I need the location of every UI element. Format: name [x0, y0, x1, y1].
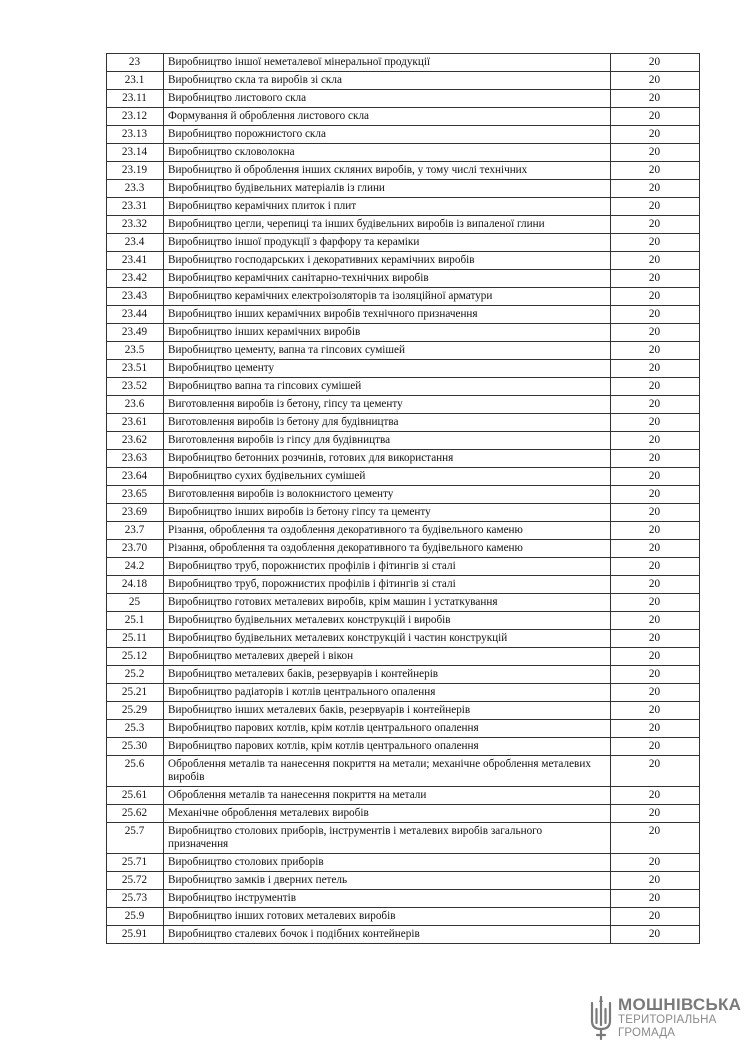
row-code: 23.42	[107, 270, 164, 288]
table-row	[107, 558, 700, 576]
row-rate: 20	[611, 162, 700, 180]
row-name: Виробництво готових металевих виробів, крім машин і устаткування	[164, 594, 611, 612]
table-row	[107, 216, 700, 234]
row-name: Виробництво інших керамічних виробів технічного призначення	[164, 306, 611, 324]
table-row	[107, 252, 700, 270]
table-row	[107, 144, 700, 162]
row-code: 23.64	[107, 468, 164, 486]
row-code: 23.11	[107, 90, 164, 108]
table-row	[107, 306, 700, 324]
row-rate: 20	[611, 612, 700, 630]
row-rate: 20	[611, 504, 700, 522]
row-code: 23.14	[107, 144, 164, 162]
table-row	[107, 324, 700, 342]
table-row	[107, 702, 700, 720]
table-row	[107, 594, 700, 612]
table-row	[107, 234, 700, 252]
row-code: 23.7	[107, 522, 164, 540]
row-rate: 20	[611, 558, 700, 576]
row-rate: 20	[611, 234, 700, 252]
row-code: 25.3	[107, 720, 164, 738]
row-code: 25.9	[107, 908, 164, 926]
row-rate: 20	[611, 684, 700, 702]
row-name: Виробництво іншої продукції з фарфору та кераміки	[164, 234, 611, 252]
table-body	[107, 54, 700, 944]
row-name: Виробництво цегли, черепиці та інших будівельних виробів із випаленої глини	[164, 216, 611, 234]
row-name: Виробництво будівельних металевих конструкцій і частин конструкцій	[164, 630, 611, 648]
row-rate: 20	[611, 72, 700, 90]
row-rate: 20	[611, 486, 700, 504]
row-rate: 20	[611, 414, 700, 432]
row-name: Виробництво керамічних електроізоляторів та ізоляційної арматури	[164, 288, 611, 306]
row-name: Виробництво керамічних плиток і плит	[164, 198, 611, 216]
table-row	[107, 805, 700, 823]
row-code: 23.6	[107, 396, 164, 414]
row-rate: 20	[611, 54, 700, 72]
table-row	[107, 926, 700, 944]
row-rate: 20	[611, 306, 700, 324]
table-row	[107, 414, 700, 432]
row-code: 23.32	[107, 216, 164, 234]
row-name: Різання, оброблення та оздоблення декоративного та будівельного каменю	[164, 522, 611, 540]
row-name: Виробництво труб, порожнистих профілів і фітингів зі сталі	[164, 558, 611, 576]
table-row	[107, 787, 700, 805]
row-rate: 20	[611, 108, 700, 126]
row-name: Виробництво вапна та гіпсових сумішей	[164, 378, 611, 396]
table-row	[107, 684, 700, 702]
table-row	[107, 72, 700, 90]
table-row	[107, 522, 700, 540]
row-rate: 20	[611, 738, 700, 756]
row-code: 25.1	[107, 612, 164, 630]
table-row	[107, 890, 700, 908]
row-code: 24.2	[107, 558, 164, 576]
table-row	[107, 504, 700, 522]
row-code: 25.30	[107, 738, 164, 756]
row-name: Виробництво труб, порожнистих профілів і фітингів зі сталі	[164, 576, 611, 594]
row-code: 25.91	[107, 926, 164, 944]
row-rate: 20	[611, 908, 700, 926]
row-code: 23.5	[107, 342, 164, 360]
row-name: Виробництво цементу, вапна та гіпсових сумішей	[164, 342, 611, 360]
row-name: Виробництво бетонних розчинів, готових для використання	[164, 450, 611, 468]
row-code: 23.1	[107, 72, 164, 90]
row-rate: 20	[611, 756, 700, 787]
row-name: Виробництво столових приборів	[164, 854, 611, 872]
table-row	[107, 342, 700, 360]
row-name: Виробництво парових котлів, крім котлів центрального опалення	[164, 738, 611, 756]
table-row	[107, 198, 700, 216]
table-row	[107, 823, 700, 854]
row-code: 23.3	[107, 180, 164, 198]
row-code: 25.29	[107, 702, 164, 720]
row-name: Виробництво керамічних санітарно-технічних виробів	[164, 270, 611, 288]
row-rate: 20	[611, 324, 700, 342]
table-row	[107, 450, 700, 468]
row-name: Виробництво парових котлів, крім котлів центрального опалення	[164, 720, 611, 738]
row-name: Виробництво будівельних металевих конструкцій і виробів	[164, 612, 611, 630]
table-row	[107, 648, 700, 666]
table-row	[107, 468, 700, 486]
row-rate: 20	[611, 378, 700, 396]
row-code: 23.52	[107, 378, 164, 396]
table-row	[107, 908, 700, 926]
row-rate: 20	[611, 144, 700, 162]
row-name: Виробництво інших керамічних виробів	[164, 324, 611, 342]
row-code: 23.4	[107, 234, 164, 252]
trident-icon	[588, 995, 614, 1041]
row-name: Механічне оброблення металевих виробів	[164, 805, 611, 823]
row-code: 23.19	[107, 162, 164, 180]
table-row	[107, 630, 700, 648]
row-rate: 20	[611, 396, 700, 414]
row-rate: 20	[611, 594, 700, 612]
table-row	[107, 576, 700, 594]
row-rate: 20	[611, 872, 700, 890]
table-row	[107, 486, 700, 504]
table-row	[107, 396, 700, 414]
row-code: 25.62	[107, 805, 164, 823]
table-row	[107, 126, 700, 144]
row-name: Виробництво скла та виробів зі скла	[164, 72, 611, 90]
row-rate: 20	[611, 576, 700, 594]
row-rate: 20	[611, 890, 700, 908]
row-name: Виробництво замків і дверних петель	[164, 872, 611, 890]
row-code: 23.43	[107, 288, 164, 306]
row-code: 25	[107, 594, 164, 612]
row-rate: 20	[611, 450, 700, 468]
logo-subtitle-1: ТЕРИТОРІАЛЬНА	[618, 1014, 717, 1026]
table-row	[107, 738, 700, 756]
row-name: Виробництво порожнистого скла	[164, 126, 611, 144]
row-rate: 20	[611, 252, 700, 270]
table-row	[107, 270, 700, 288]
row-name: Виробництво інструментів	[164, 890, 611, 908]
row-name: Виробництво листового скла	[164, 90, 611, 108]
row-code: 23.51	[107, 360, 164, 378]
logo-subtitle-2: ГРОМАДА	[618, 1027, 676, 1039]
table-row	[107, 432, 700, 450]
row-rate: 20	[611, 360, 700, 378]
logo-title: МОШНІВСЬКА	[618, 995, 742, 1014]
row-rate: 20	[611, 630, 700, 648]
row-name: Виробництво радіаторів і котлів центрального опалення	[164, 684, 611, 702]
row-name: Оброблення металів та нанесення покриття на метали	[164, 787, 611, 805]
row-code: 24.18	[107, 576, 164, 594]
row-code: 25.11	[107, 630, 164, 648]
table-row	[107, 854, 700, 872]
row-code: 23.13	[107, 126, 164, 144]
row-name: Виробництво іншої неметалевої мінеральної продукції	[164, 54, 611, 72]
row-rate: 20	[611, 666, 700, 684]
row-name: Різання, оброблення та оздоблення декоративного та будівельного каменю	[164, 540, 611, 558]
row-rate: 20	[611, 468, 700, 486]
row-rate: 20	[611, 787, 700, 805]
row-code: 23.61	[107, 414, 164, 432]
row-name: Виготовлення виробів із бетону, гіпсу та цементу	[164, 396, 611, 414]
row-name: Виробництво металевих дверей і вікон	[164, 648, 611, 666]
row-rate: 20	[611, 648, 700, 666]
row-rate: 20	[611, 270, 700, 288]
table-row	[107, 288, 700, 306]
row-name: Виробництво сталевих бочок і подібних контейнерів	[164, 926, 611, 944]
row-code: 25.2	[107, 666, 164, 684]
row-rate: 20	[611, 540, 700, 558]
row-rate: 20	[611, 823, 700, 854]
row-code: 25.21	[107, 684, 164, 702]
row-name: Виготовлення виробів із гіпсу для будівництва	[164, 432, 611, 450]
row-code: 25.72	[107, 872, 164, 890]
row-code: 23.69	[107, 504, 164, 522]
row-rate: 20	[611, 90, 700, 108]
row-rate: 20	[611, 432, 700, 450]
row-name: Виробництво столових приборів, інструментів і металевих виробів загального призначення	[164, 823, 611, 854]
row-name: Виробництво будівельних матеріалів із глини	[164, 180, 611, 198]
row-name: Виробництво металевих баків, резервуарів і контейнерів	[164, 666, 611, 684]
row-rate: 20	[611, 522, 700, 540]
row-rate: 20	[611, 216, 700, 234]
row-code: 23.65	[107, 486, 164, 504]
row-code: 23.31	[107, 198, 164, 216]
row-code: 23.12	[107, 108, 164, 126]
row-name: Виготовлення виробів із бетону для будівництва	[164, 414, 611, 432]
row-code: 23.70	[107, 540, 164, 558]
community-logo	[588, 995, 742, 1043]
table-row	[107, 720, 700, 738]
row-name: Оброблення металів та нанесення покриття на метали; механічне оброблення металевих виробів	[164, 756, 611, 787]
table-row	[107, 162, 700, 180]
activity-codes-table	[106, 53, 700, 944]
row-name: Виготовлення виробів із волокнистого цементу	[164, 486, 611, 504]
row-code: 25.6	[107, 756, 164, 787]
table-row	[107, 54, 700, 72]
row-name: Виробництво інших готових металевих виробів	[164, 908, 611, 926]
row-code: 23.63	[107, 450, 164, 468]
row-rate: 20	[611, 854, 700, 872]
table-row	[107, 872, 700, 890]
row-code: 23.62	[107, 432, 164, 450]
row-rate: 20	[611, 198, 700, 216]
table-row	[107, 540, 700, 558]
row-rate: 20	[611, 926, 700, 944]
table-row	[107, 360, 700, 378]
table-row	[107, 108, 700, 126]
row-rate: 20	[611, 126, 700, 144]
row-rate: 20	[611, 288, 700, 306]
row-code: 23.44	[107, 306, 164, 324]
row-code: 25.7	[107, 823, 164, 854]
table-row	[107, 90, 700, 108]
row-name: Формування й оброблення листового скла	[164, 108, 611, 126]
row-rate: 20	[611, 180, 700, 198]
row-rate: 20	[611, 342, 700, 360]
table-row	[107, 756, 700, 787]
row-name: Виробництво інших виробів із бетону гіпсу та цементу	[164, 504, 611, 522]
row-code: 23.49	[107, 324, 164, 342]
row-code: 25.61	[107, 787, 164, 805]
table-row	[107, 378, 700, 396]
row-name: Виробництво й оброблення інших скляних виробів, у тому числі технічних	[164, 162, 611, 180]
table-row	[107, 612, 700, 630]
row-code: 23	[107, 54, 164, 72]
row-rate: 20	[611, 702, 700, 720]
row-name: Виробництво сухих будівельних сумішей	[164, 468, 611, 486]
row-name: Виробництво господарських і декоративних керамічних виробів	[164, 252, 611, 270]
table-row	[107, 666, 700, 684]
row-code: 23.41	[107, 252, 164, 270]
row-name: Виробництво скловолокна	[164, 144, 611, 162]
row-name: Виробництво цементу	[164, 360, 611, 378]
row-code: 25.71	[107, 854, 164, 872]
row-rate: 20	[611, 805, 700, 823]
row-code: 25.12	[107, 648, 164, 666]
row-name: Виробництво інших металевих баків, резервуарів і контейнерів	[164, 702, 611, 720]
row-code: 25.73	[107, 890, 164, 908]
table-row	[107, 180, 700, 198]
row-rate: 20	[611, 720, 700, 738]
